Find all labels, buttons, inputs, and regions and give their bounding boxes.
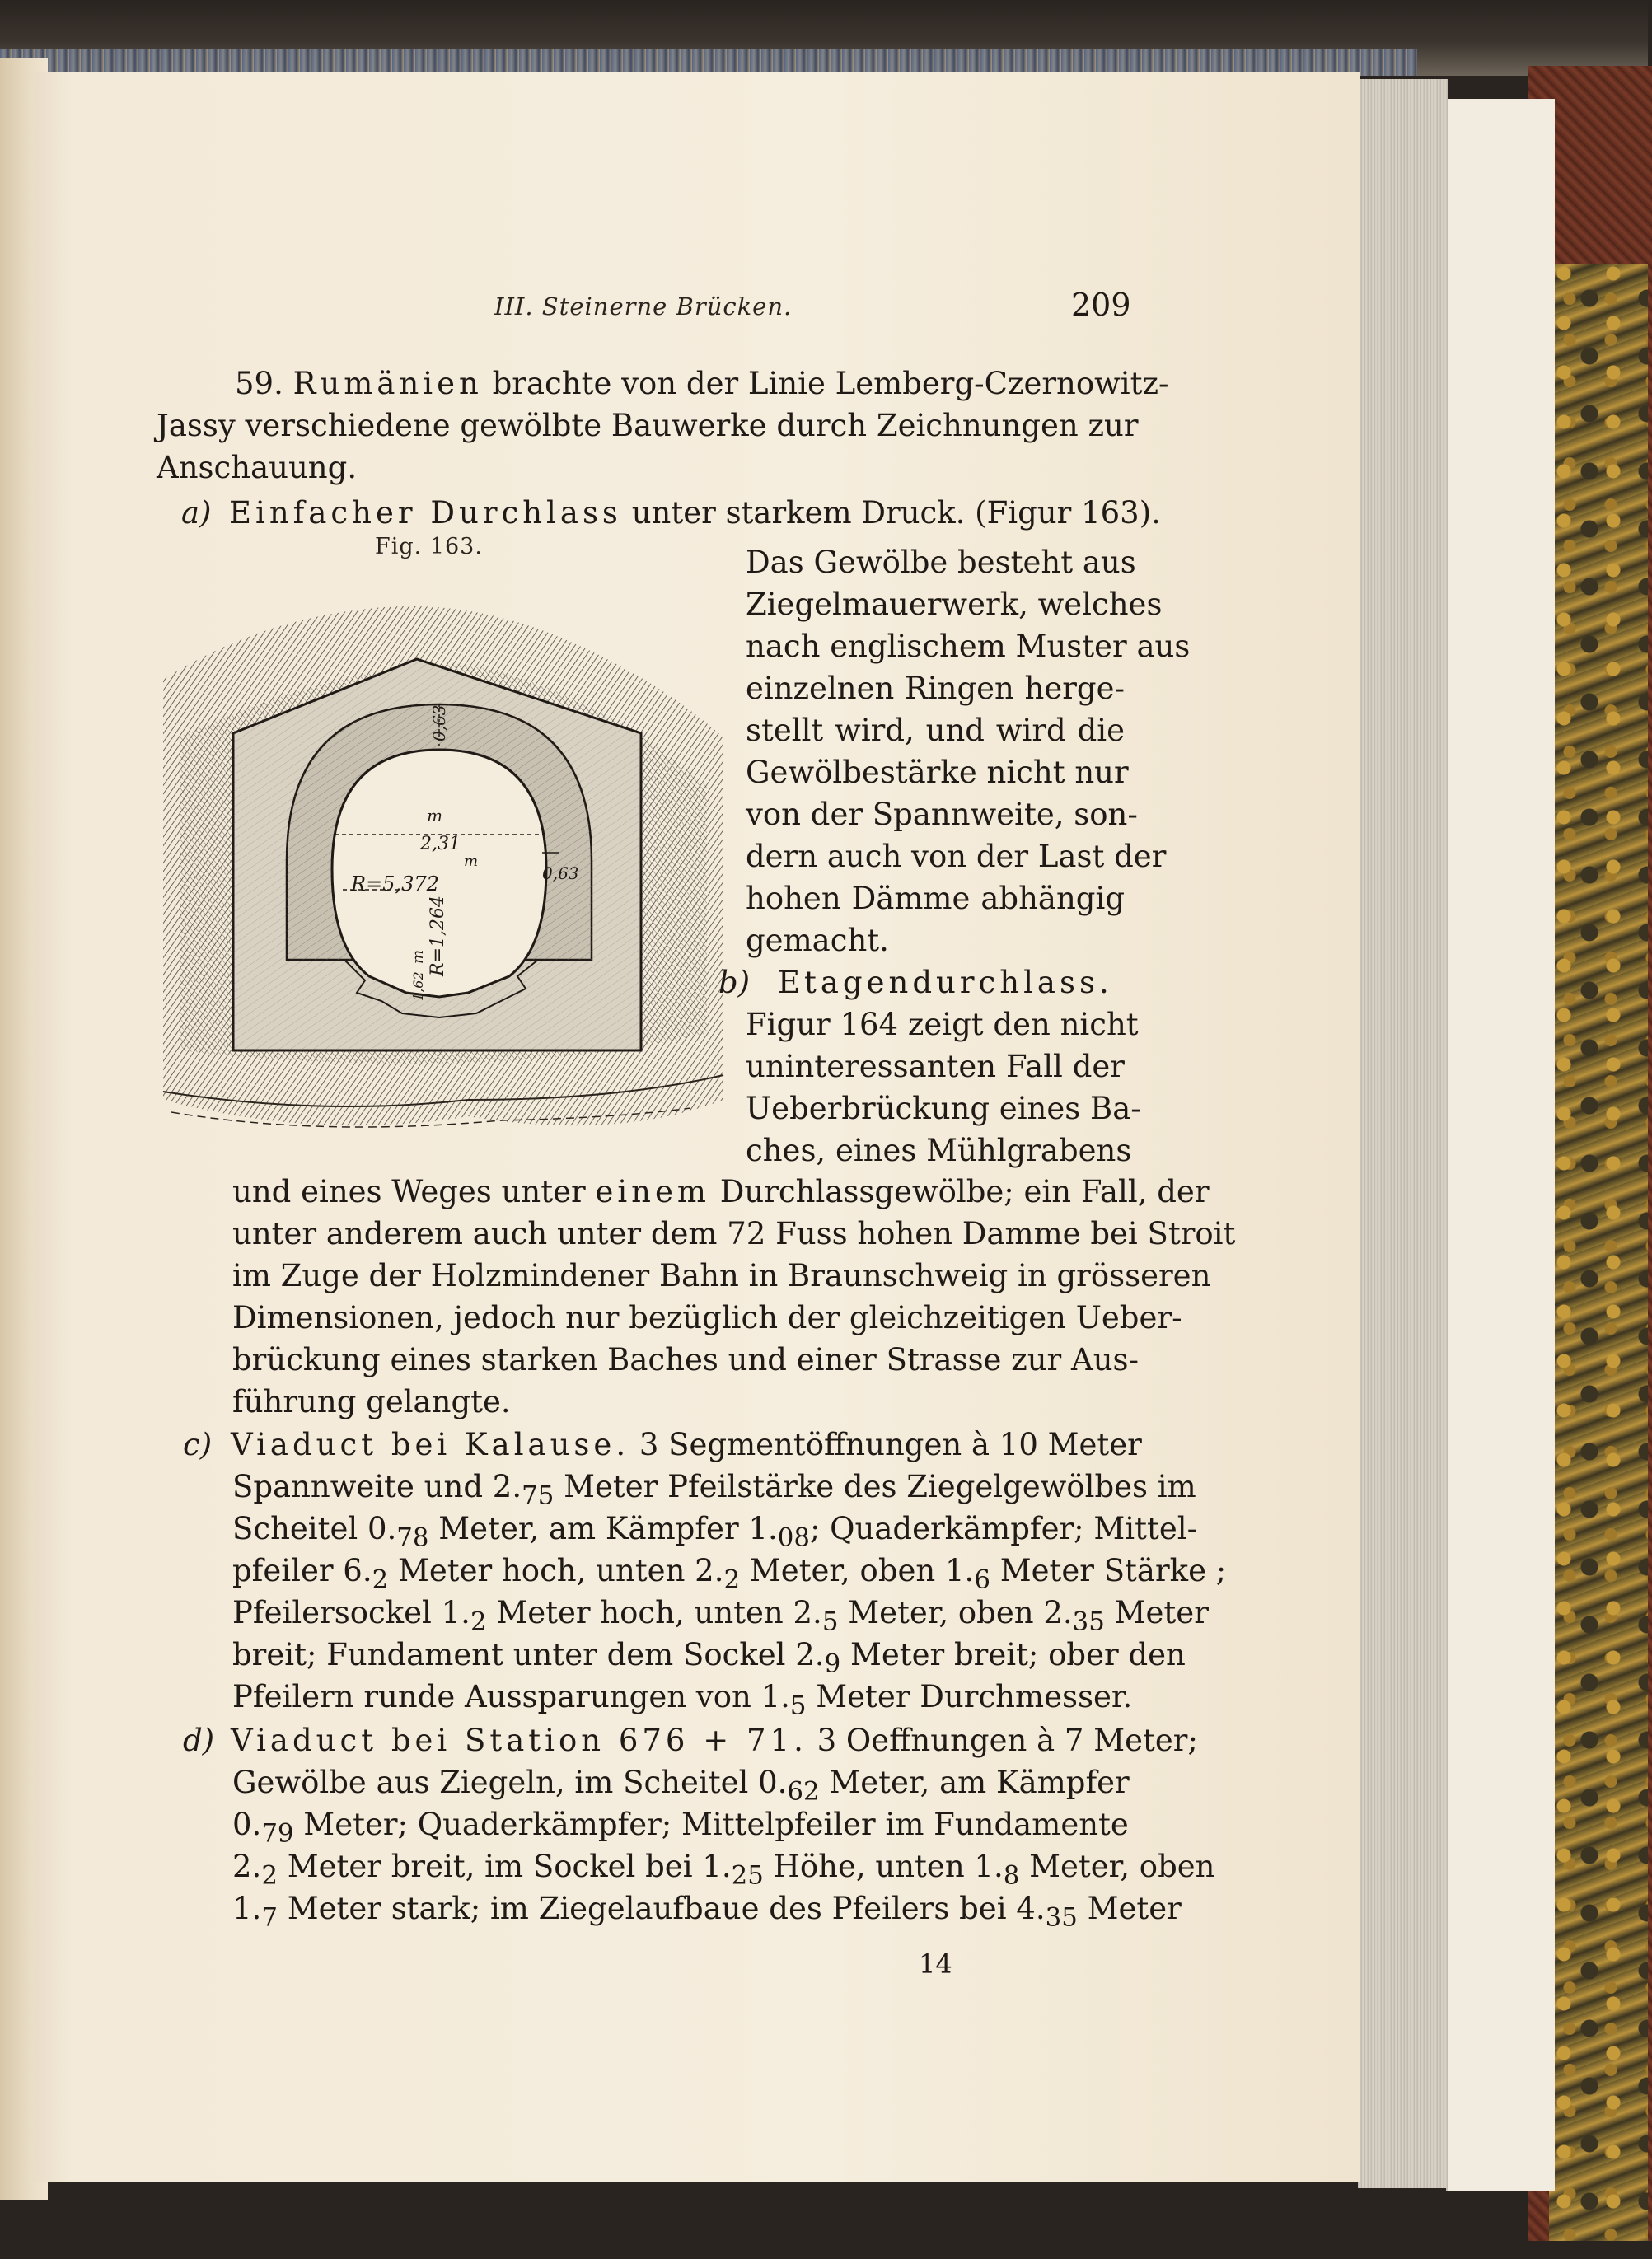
paragraph-line: ches, eines Mühlgrabens	[746, 1133, 1132, 1168]
paragraph-line: Figur 164 zeigt den nicht	[746, 1007, 1139, 1042]
item-b-full-text	[232, 1171, 1236, 1423]
paragraph-line: führung gelangte.	[232, 1384, 511, 1419]
paragraph-line: $2._2$ Meter breit, im Sockel bei $1._{25}$ Höhe, unten $1._8$ Meter, oben	[232, 1849, 1215, 1891]
section-59	[157, 362, 1169, 489]
list-marker: a)	[181, 495, 212, 531]
outer-radius-label: R=5,372	[351, 872, 439, 896]
paragraph-line: hohen Dämme abhängig	[746, 881, 1125, 916]
list-marker: c)	[183, 1427, 213, 1462]
paragraph-line: pfeiler $6._2$ Meter hoch, unten $2._2$ Meter, oben $1._6$ Meter Stärke ;	[232, 1553, 1227, 1595]
paragraph-line: Gewölbestärke nicht nur	[746, 755, 1129, 790]
rear-pastedown	[1446, 99, 1555, 2191]
item-b-side-lines	[746, 1003, 1141, 1172]
paragraph-line: d) Viaduct bei Station 676 + 71. 3 Oeffnungen à 7 Meter;	[183, 1719, 1125, 1761]
paragraph-line: Scheitel $0._{78}$ Meter, am Kämpfer $1._{08}$; Quaderkämpfer; Mittel-	[232, 1511, 1198, 1553]
paragraph-line: einzelnen Ringen herge-	[746, 671, 1125, 706]
figure-caption: Fig. 163.	[375, 534, 483, 559]
page-fore-edge	[1358, 79, 1448, 2188]
paragraph-line: $1._7$ Meter stark; im Ziegelaufbaue des Pfeilers bei $4._{35}$ Meter	[232, 1891, 1182, 1933]
list-marker: b)	[718, 965, 751, 1000]
paragraph-line: Das Gewölbe besteht aus	[746, 545, 1136, 580]
paragraph-line: gemacht.	[746, 923, 889, 958]
paragraph-line: breit; Fundament unter dem Sockel $2._9$ Meter breit; ober den	[232, 1637, 1186, 1679]
paragraph-line: Dimensionen, jedoch nur bezüglich der gleichzeitigen Ueber-	[232, 1300, 1182, 1335]
paragraph-line: uninteressanten Fall der	[746, 1049, 1125, 1084]
item-d-body	[232, 1761, 1215, 1933]
item-b-side-text	[718, 961, 1125, 1003]
item-a-heading: a) Einfacher Durchlass unter starkem Druck. (Figur 163).	[181, 492, 1125, 534]
paragraph-line: 59. Rumänien brachte von der Linie Lemberg-Czernowitz-	[235, 366, 1169, 401]
item-a-title: Einfacher Durchlass	[229, 495, 622, 531]
paragraph-line: von der Spannweite, son-	[746, 797, 1138, 832]
figure-163-culvert-drawing	[155, 573, 732, 1149]
paragraph-line: Pfeilersockel $1._2$ Meter hoch, unten $2._5$ Meter, oben $2._{35}$ Meter	[232, 1595, 1209, 1637]
paragraph-line: Anschauung.	[157, 450, 358, 485]
marbled-endpaper	[1549, 264, 1648, 2241]
running-head: III. Steinerne Brücken.	[494, 292, 793, 320]
item-c	[183, 1424, 1142, 1466]
paragraph-line: nach englischem Muster aus	[746, 629, 1191, 664]
paragraph-line: stellt wird, und wird die	[746, 713, 1125, 748]
paragraph-line: $0._{79}$ Meter; Quaderkämpfer; Mittelpfeiler im Fundamente	[232, 1807, 1129, 1849]
paragraph-line: Pfeilern runde Aussparungen von $1._5$ Meter Durchmesser.	[232, 1679, 1133, 1721]
low-dimension-label: 1,62	[410, 971, 426, 1001]
item-b-heading	[718, 961, 1125, 1003]
item-d	[183, 1719, 1198, 1761]
paragraph-line: brückung eines starken Baches und einer Strasse zur Aus-	[232, 1342, 1140, 1377]
paragraph-line: c) Viaduct bei Kalause. 3 Segmentöffnungen à 10 Meter	[183, 1424, 1125, 1466]
span-unit-label: m	[427, 806, 442, 825]
paragraph-line: Jassy verschiedene gewölbte Bauwerke durch Zeichnungen zur	[157, 408, 1139, 443]
paragraph-line: dern auch von der Last der	[746, 839, 1167, 874]
inner-radius-unit-label: m	[409, 949, 427, 964]
paragraph-line: unter anderem auch unter dem 72 Fuss hohen Damme bei Stroit	[232, 1216, 1236, 1251]
culvert-engraving	[155, 573, 732, 1149]
item-c-body	[232, 1466, 1227, 1721]
side-thickness-label: 0,63	[542, 863, 579, 883]
paragraph-line: und eines Weges unter einem Durchlassgewölbe; ein Fall, der	[232, 1174, 1210, 1209]
paragraph-line: Ueberbrückung eines Ba-	[746, 1091, 1141, 1126]
page-number: 209	[1071, 287, 1131, 323]
list-marker: d)	[183, 1723, 215, 1758]
outer-radius-unit-label: m	[464, 853, 479, 870]
item-a-side-text	[746, 541, 1191, 961]
item-b-title: Etagendurchlass.	[778, 965, 1113, 1000]
signature-mark: 14	[919, 1948, 952, 1980]
crown-thickness-label: 0,63	[429, 704, 449, 741]
span-label: 2,31	[420, 834, 461, 854]
inner-radius-label: R=1,264	[428, 896, 448, 976]
paragraph-line: Gewölbe aus Ziegeln, im Scheitel $0._{62}$ Meter, am Kämpfer	[232, 1765, 1130, 1807]
paragraph-line: Ziegelmauerwerk, welches	[746, 587, 1163, 622]
paragraph-line: im Zuge der Holzmindener Bahn in Braunschweig in grösseren	[232, 1258, 1211, 1293]
paragraph-line: Spannweite und $2._{75}$ Meter Pfeilstärke des Ziegelgewölbes im	[232, 1469, 1196, 1511]
